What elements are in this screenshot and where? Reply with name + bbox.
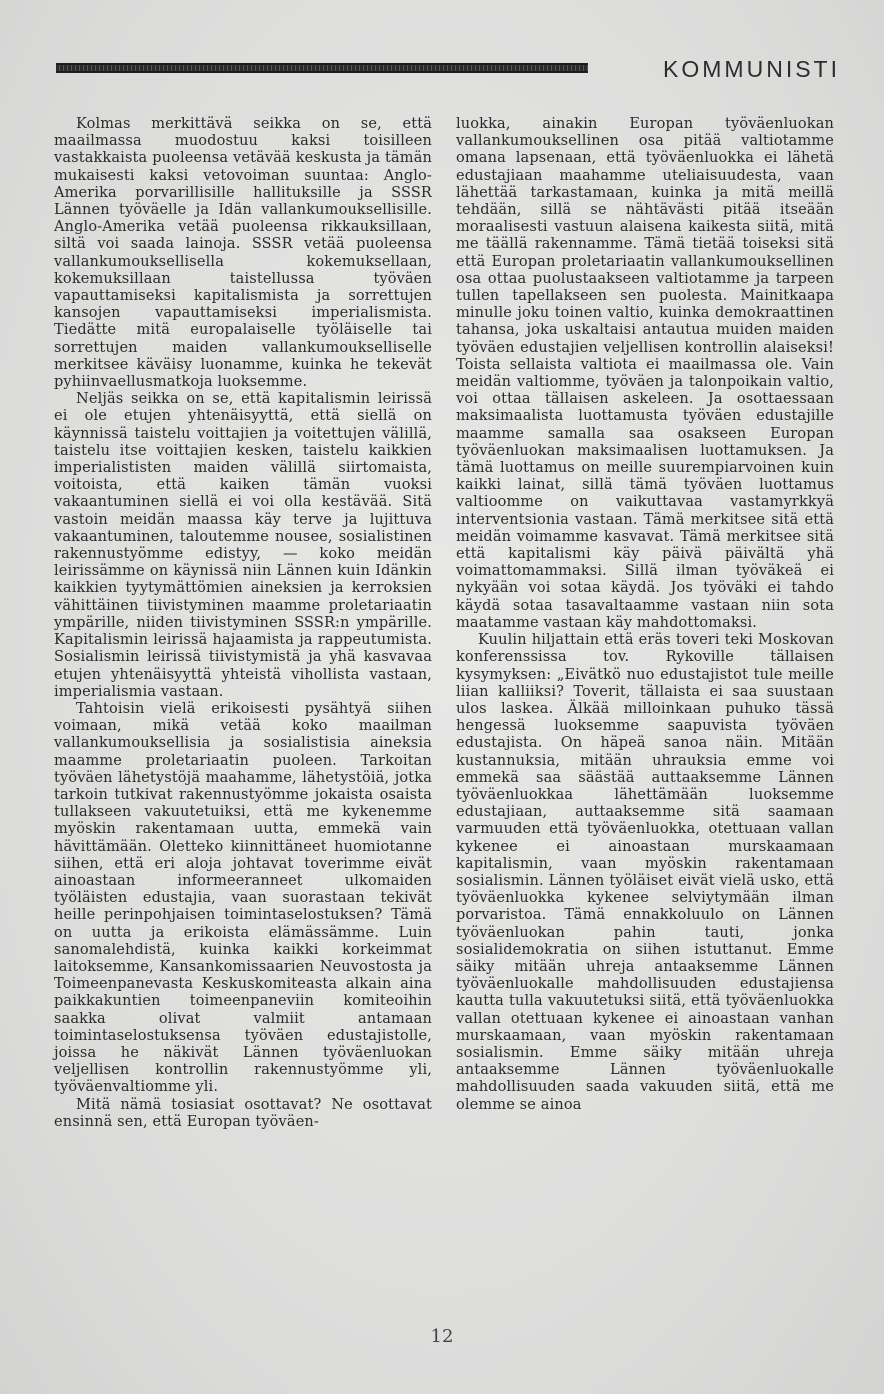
paragraph: Kuulin hiljattain että eräs toveri teki Moskovan konferenssissa tov. Rykoville tällaisen kysymyksen: „Eivätkö nuo edustajistot tule meille liian kalliiksi? Toverit, tällaista ei saa suustaan ulos laskea. Älkää milloinkaan puhuko tässä hengessä luoksemme saapuvista työväen edustajista. On häpeä sanoa näin. Mitään kustannuksia, mitään uhrauksia emme voi emmekä saa säästää auttaaksemme Lännen työväenluokkaa lähettämään luoksemme edustajiaan, auttaaksemme sitä saamaan varmuuden että työväenluokka, otettuaan vallan kykenee ei ainoastaan murskaamaan kapitalismin, vaan myöskin rakentamaan sosialismin. Lännen työläiset eivät vielä usko, että työväenluokka kykenee selviytymään ilman porvaristoa. Tämä ennakkoluulo on Lännen työväenluokan pahin tauti, jonka sosialidemokratia on siihen istuttanut. Emme säiky mitään uhreja antaaksemme Lännen työväenluokalle mahdollisuuden edustajiensa kautta tulla vakuutetuksi siitä, että työväenluokka vallan otettuaan kykenee ei ainoastaan vanhan murskaamaan, vaan myöskin rakentamaan sosialismin. Emme säiky mitään uhreja antaaksemme Lännen työväenluokalle mahdollisuuden saada vakuuden siitä, että me olemme se ainoa: [456, 632, 834, 1113]
left-column: [54, 116, 432, 1131]
page-header: [56, 56, 840, 90]
paragraph: luokka, ainakin Europan työväenluokan vallankumouksellinen osa pitää valtiotamme omana lapsenaan, että työväenluokka ei lähetä edustajiaan maahamme uteliaisuudesta, vaan lähettää tarkastamaan, kuinka ja mitä meillä tehdään, sillä se nähtävästi pitää itseään moraalisesti vastuun alaisena kaikesta siitä, mitä me täällä rakennamme. Tämä tietää toiseksi sitä että Europan proletariaatin vallankumouksellinen osa ottaa puolustaakseen valtiotamme ja tarpeen tullen tapellakseen sen puolesta. Mainitkaapa minulle joku toinen valtio, kuinka demokraattinen tahansa, joka uskaltaisi antautua muiden maiden työväen edustajien veljellisen kontrollin alaiseksi! Toista sellaista valtiota ei maailmassa ole. Vain meidän valtiomme, työväen ja talonpoikain valtio, voi ottaa tällaisen askeleen. Ja osottaessaan maksimaalista luottamusta työväen edustajille maamme samalla saa osakseen Europan työväenluokan maksimaalisen luottamuksen. Ja tämä luottamus on meille suurempiarvoinen kuin kaikki lainat, sillä tämä työväen luottamus valtioomme on vaikuttavaa vastamyrkkyä interventsionia vastaan. Tämä merkitsee sitä että meidän voimamme kasvavat. Tämä merkitsee sitä että kapitalismi käy päivä päivältä yhä voimattomammaksi. Sillä ilman työväkeä ei nykyään voi sotaa käydä. Jos työväki ei tahdo käydä sotaa tasavaltaamme vastaan niin sota maatamme vastaan käy mahdottomaksi.: [456, 116, 834, 631]
paragraph: Tahtoisin vielä erikoisesti pysähtyä siihen voimaan, mikä vetää koko maailman vallankumouksellisia ja sosialistisia aineksia maamme proletariaatin puoleen. Tarkoitan työväen lähetystöjä maahamme, lähetystöiä, jotka tarkoin tutkivat rakennustyömme jokaista osaista tullakseen vakuutetuiksi, että me kykenemme myöskin rakentamaan uutta, emmekä vain hävittämään. Oletteko kiinnittäneet huomiotanne siihen, että eri aloja johtavat toverimme eivät ainoastaan informeeranneet ulkomaiden työläisten edustajia, vaan suorastaan tekivät heille perinpohjaisen toimintaselostuksen? Tämä on uutta ja erikoista elämässämme. Luin sanomalehdistä, kuinka kaikki korkeimmat laitoksemme, Kansankomissaarien Neuvostosta ja Toimeenpanevasta Keskuskomiteasta alkain aina paikkakuntien toimeenpaneviin komiteoihin saakka olivat valmiit antamaan toimintaselostuksensa työväen edustajistolle, joissa he näkivät Lännen työväenluokan veljellisen kontrollin rakennustyömme yli, työväenvaltiomme yli.: [54, 700, 432, 1096]
paragraph: Kolmas merkittävä seikka on se, että maailmassa muodostuu kaksi toisilleen vastakkaista puoleensa vetävää keskusta ja tämän mukaisesti kaksi vetovoiman suuntaa: Anglo-Amerika porvarillisille hallituksille ja SSSR Lännen työväelle ja Idän vallankumouksellisille. Anglo-Amerika vetää puoleensa rikkauksillaan, siltä voi saada lainoja. SSSR vetää puoleensa vallankumouksellisella kokemuksellaan, kokemuksillaan taistellussa työväen vapauttamiseksi kapitalismista ja sorrettujen kansojen vapauttamiseksi imperialismista. Tiedätte mitä europalaiselle työläiselle tai sorrettujen maiden vallankumoukselliselle merkitsee käväisy luonamme, kuinka he tekevät pyhiinvaellusmatkoja luoksemme.: [54, 116, 432, 391]
header-rule: [56, 63, 588, 73]
right-column: [456, 116, 834, 1114]
paragraph: Neljäs seikka on se, että kapitalismin leirissä ei ole etujen yhtenäisyyttä, että siellä on käynnissä taistelu voittajien ja voitettujen välillä, taistelu itse voittajien kesken, taistelu kaikkien imperialististen maiden välillä siirtomaista, voitoista, että kaiken tämän vuoksi vakaantuminen siellä ei voi olla kestävää. Sitä vastoin meidän maassa käy terve ja lujittuva vakaantuminen, taloutemme nousee, sosialistinen rakennustyömme edistyy, — koko meidän leirissämme on käynissä niin Lännen kuin Idänkin kaikkien tyytymättömien aineksien ja kerroksien vähittäinen tiivistyminen maamme proletariaatin ympärille, niiden tiivistyminen SSSR:n ympärille. Kapitalismin leirissä hajaamista ja rappeutumista. Sosialismin leirissä tiivistymistä ja yhä kasvavaa etujen yhtenäisyyttä yhteistä vihollista vastaan, imperialismia vastaan.: [54, 391, 432, 700]
publication-title: KOMMUNISTI: [663, 56, 840, 82]
page-number: 12: [430, 1326, 454, 1347]
paragraph: Mitä nämä tosiasiat osottavat? Ne osottavat ensinnä sen, että Europan työväen-: [54, 1096, 432, 1130]
